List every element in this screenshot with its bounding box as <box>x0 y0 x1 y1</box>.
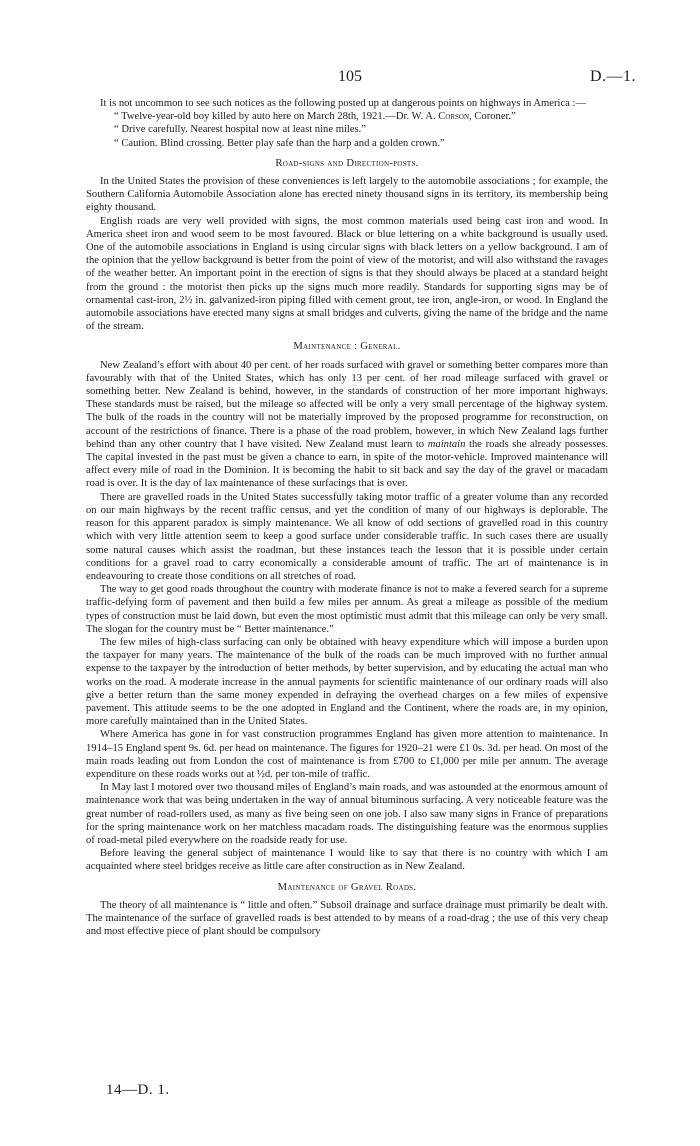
paragraph-general-3: The way to get good roads throughout the country with moderate finance is not to make a fevered search for a supreme traffic-defying form of pavement and then build a few miles per annum. As great a mileage as possible of the medium types of construction must be laid down, but even the most optimistic must admit that this mileage can only be very small. The slogan for the country must be “ Better maintenance.” <box>86 584 608 635</box>
document-reference: D.—1. <box>590 68 637 85</box>
paragraph-general-2: There are gravelled roads in the United States successfully taking motor traffic of a greater volume than any recorded on our main highways by the recent traffic census, and yet the condition of many of our highways is deplorable. The reason for this apparent paradox is simply maintenance. We all know of odd sections of gravelled road in this country which with very little attention seem to keep a good surface under considerable traffic. In such cases there are usually some natural causes which assist the roadman, but these instances teach the lesson that it is possible under certain conditions for a gravel road to carry economically a considerable amount of traffic. The art of maintenance is in endeavouring to create those conditions on all stretches of road. <box>86 491 608 582</box>
quote-1-name: Corson <box>438 111 470 123</box>
paragraph-general-6: In May last I motored over two thousand miles of England’s main roads, and was astounded at the enormous amount of maintenance work that was being undertaken in the way of annual bituminous surfacing. A very noticeable feature was the great number of road-rollers used, as many as five being seen on one job. I also saw many signs in France of preparations for the spring maintenance work on her matchless macadam roads. The distinguishing feature was the enormous supplies of road-metal piled everywhere on the roadside ready for use. <box>86 782 608 846</box>
quote-notice-2: “ Drive carefully. Nearest hospital now at least nine miles.” <box>114 124 366 136</box>
quote-notice-3: “ Caution. Blind crossing. Better play safe than the harp and a golden crown.” <box>114 137 445 149</box>
quote-1-text: “ Twelve-year-old boy killed by auto here on March 28th, 1921.—Dr. W. A. <box>114 111 439 123</box>
paragraph-signs-1: In the United States the provision of these conveniences is left largely to the automobile associations ; for example, the Southern California Automobile Association alone has erected ninety thousand signs in its territory, its membership being eighty thousand. <box>86 176 608 214</box>
emphasis-maintain: maintain <box>427 438 466 450</box>
paragraph-general-4: The few miles of high-class surfacing can only be obtained with heavy expenditure which will impose a burden upon the taxpayer for many years. The maintenance of the bulk of the roads can be much improved with no further annual expense to the taxpayer by the introduction of better methods, by better supervision, and by educating the actual man who works on the road. A moderate increase in the annual payments for scientific maintenance of our ordinary roads will also give a better return than the same money expended in defraying the overhead charges on a few miles of expensive pavement. This attitude seems to be the one adopted in England and the Continent, where the roads are, in my opinion, more carefully maintained than in the United States. <box>86 636 608 728</box>
paragraph-general-5: Where America has gone in for vast construction programmes England has given more attention to maintenance. In 1914–15 England spent 9s. 6d. per head on maintenance. The figures for 1920–21 were £1 0s. 3d. per head. On most of the main roads leading out from London the cost of maintenance is from £700 to £1,000 per mile per annum. The average expenditure on these roads works out at ½d. per ton-mile of traffic. <box>86 729 608 780</box>
paragraph-gravel-1: The theory of all maintenance is “ little and often.” Subsoil drainage and surface drainage must primarily be dealt with. The maintenance of the surface of gravelled roads is best attended to by means of a road-drag ; the use of this very cheap and most effective piece of plant should be compulsory <box>86 899 608 938</box>
paragraph-general-7: Before leaving the general subject of maintenance I would like to say that there is no country with which I am acquainted where steel bridges receive as little care after construction as in New Zealand. <box>86 848 608 873</box>
paragraph-signs-2: English roads are very well provided with signs, the most common materials used being cast iron and wood. In America sheet iron and wood seem to be most favoured. Black or blue lettering on a white background is usually used. One of the automobile associations in England is using circular signs with black letters on a yellow background. I am of the opinion that the yellow background is better from the point of view of the motorist, and will also withstand the ravages of the weather better. An important point in the erection of signs is that they should always be placed at a standard height from the ground : the motorist then picks up the signs much more readily. Standards for supporting signs may be of ornamental cast-iron, 2½ in. galvanized-iron piping filled with cement grout, tee iron, angle-iron, or wood. In England the automobile associations have erected many signs at small bridges and culverts, giving the name of the bridge and the name of the stream. <box>86 215 608 333</box>
section-heading-road-signs: Road-signs and Direction-posts. <box>275 157 419 169</box>
page-signature: 14—D. 1. <box>106 1082 170 1098</box>
quote-1-tail: , Coroner.” <box>469 111 516 123</box>
section-heading-maintenance-general: Maintenance : General. <box>293 341 401 353</box>
section-heading-gravel-roads: Maintenance of Gravel Roads. <box>277 881 417 893</box>
paragraph-general-1 <box>86 359 608 491</box>
paragraph-general-1-start: New Zealand’s effort with about 40 per cent. of her roads surfaced with gravel or something better compares more than favourably with that of the United States, which has only 13 per cent. of her road mileage surfaced with gravel or something better. New Zealand is behind, however, in the standards of construction of her more important highways. These standards must be raised, but the mileage so affected will be only a very small percentage of the highway system. The bulk of the roads in the country will not be materially improved by the proposed programme for reconstruction, on account of the restrictions of finance. There is a phase of the road problem, however, in which New Zealand lags further behind than any other country that I have visited. New Zealand must learn to <box>86 359 608 450</box>
intro-paragraph: It is not uncommon to see such notices as the following posted up at dangerous points on highways in America :— <box>100 98 587 109</box>
paragraph-general-1-end: the roads she already possesses. The capital invested in the past must be given a chance to earn, in spite of the motor-vehicle. Improved maintenance will affect every mile of road in the Dominion. It is becoming the habit to sit back and say the day of the gravel or macadam road is over. It is the day of lax maintenance of these surfacings that is over. <box>86 438 609 490</box>
document-body <box>86 97 608 938</box>
quote-notice-1 <box>86 110 608 123</box>
page-number: 105 <box>338 68 362 85</box>
